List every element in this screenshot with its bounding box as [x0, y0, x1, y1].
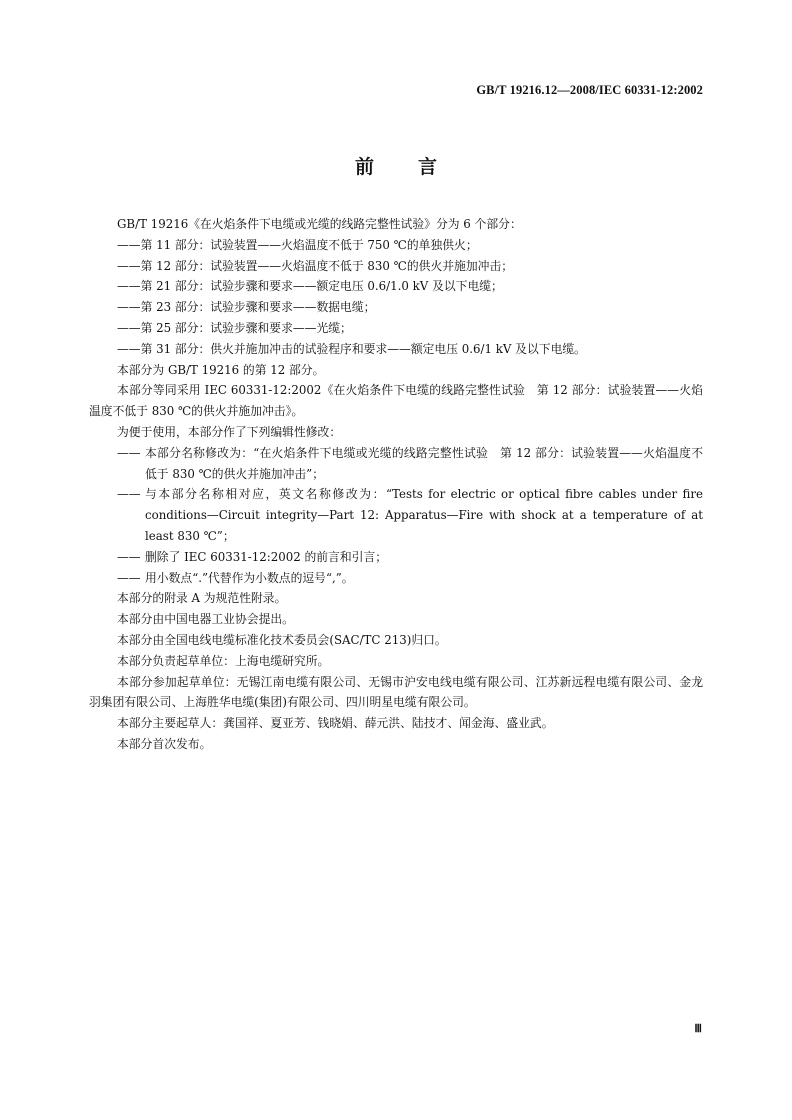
part-list-item: ——第 25 部分：试验步骤和要求——光缆； — [117, 320, 352, 335]
edit-text: 删除了 IEC 60331-12:2002 的前言和引言； — [145, 549, 388, 564]
dash-marker: —— — [117, 549, 141, 564]
dash-marker: —— — [117, 445, 141, 460]
part-list-item: ——第 23 部分：试验步骤和要求——数据电缆； — [117, 300, 376, 315]
edit-intro-paragraph: 为便于使用，本部分作了下列编辑性修改： — [117, 424, 342, 439]
edit-list-item — [89, 484, 703, 546]
centralized-paragraph: 本部分由全国电线电缆标准化技术委员会(SAC/TC 213)归口。 — [117, 632, 447, 647]
part-list-item: ——第 31 部分：供火并施加冲击的试验程序和要求——额定电压 0.6/1 kV 及以下电缆。 — [117, 341, 586, 356]
intro-paragraph: GB/T 19216《在火焰条件下电缆或光缆的线路完整性试验》分为 6 个部分： — [117, 217, 522, 231]
page-title: 前言 — [354, 156, 481, 178]
annex-paragraph: 本部分的附录 A 为规范性附录。 — [117, 591, 287, 606]
part-list-item: ——第 21 部分：试验步骤和要求——额定电压 0.6/1.0 kV 及以下电缆； — [117, 279, 503, 294]
part-list-item: ——第 11 部分：试验装置——火焰温度不低于 750 ℃的单独供火； — [117, 237, 478, 252]
edit-text: 本部分名称修改为：“在火焰条件下电缆或光缆的线路完整性试验 第 12 部分：试验装置——火焰温度不低于 830 ℃的供火并施加冲击”； — [145, 445, 703, 481]
drafters-paragraph: 本部分主要起草人：龚国祥、夏亚芳、钱晓娟、薛元洪、陆技才、闻金海、盛业武。 — [117, 716, 554, 731]
edit-list-item — [89, 568, 703, 589]
edit-text: 与本部分名称相对应，英文名称修改为：“Tests for electric or optical fibre cables under fire conditions—Circuit integrity—Part 12: Apparatus—Fire with shock at a temperature of at least 830 ℃”； — [145, 487, 703, 543]
edit-text: 用小数点“.”代替作为小数点的逗号“,”。 — [145, 570, 354, 585]
dash-marker: —— — [117, 487, 141, 502]
equivalent-paragraph: 本部分等同采用 IEC 60331-12:2002《在火焰条件下电缆的线路完整性试验 第 12 部分：试验装置——火焰温度不低于 830 ℃的供火并施加冲击》。 — [89, 383, 703, 419]
foreword-body — [89, 214, 703, 755]
page-number: Ⅲ — [694, 1023, 702, 1035]
standard-code-header: GB/T 19216.12—2008/IEC 60331-12:2002 — [476, 83, 703, 97]
proposed-paragraph: 本部分由中国电器工业协会提出。 — [117, 612, 294, 627]
dash-marker: —— — [117, 570, 141, 585]
part-list-item: ——第 12 部分：试验装置——火焰温度不低于 830 ℃的供火并施加冲击； — [117, 258, 514, 273]
edit-list-item — [89, 443, 703, 485]
first-release-paragraph: 本部分首次发布。 — [117, 736, 212, 751]
this-part-paragraph: 本部分为 GB/T 19216 的第 12 部分。 — [117, 362, 325, 377]
edit-list-item — [89, 547, 703, 568]
drafting-unit-paragraph: 本部分负责起草单位：上海电缆研究所。 — [117, 653, 330, 668]
participating-units-paragraph: 本部分参加起草单位：无锡江南电缆有限公司、无锡市沪安电线电缆有限公司、江苏新远程电缆有限公司、金龙羽集团有限公司、上海胜华电缆(集团)有限公司、四川明星电缆有限公司。 — [89, 674, 703, 710]
